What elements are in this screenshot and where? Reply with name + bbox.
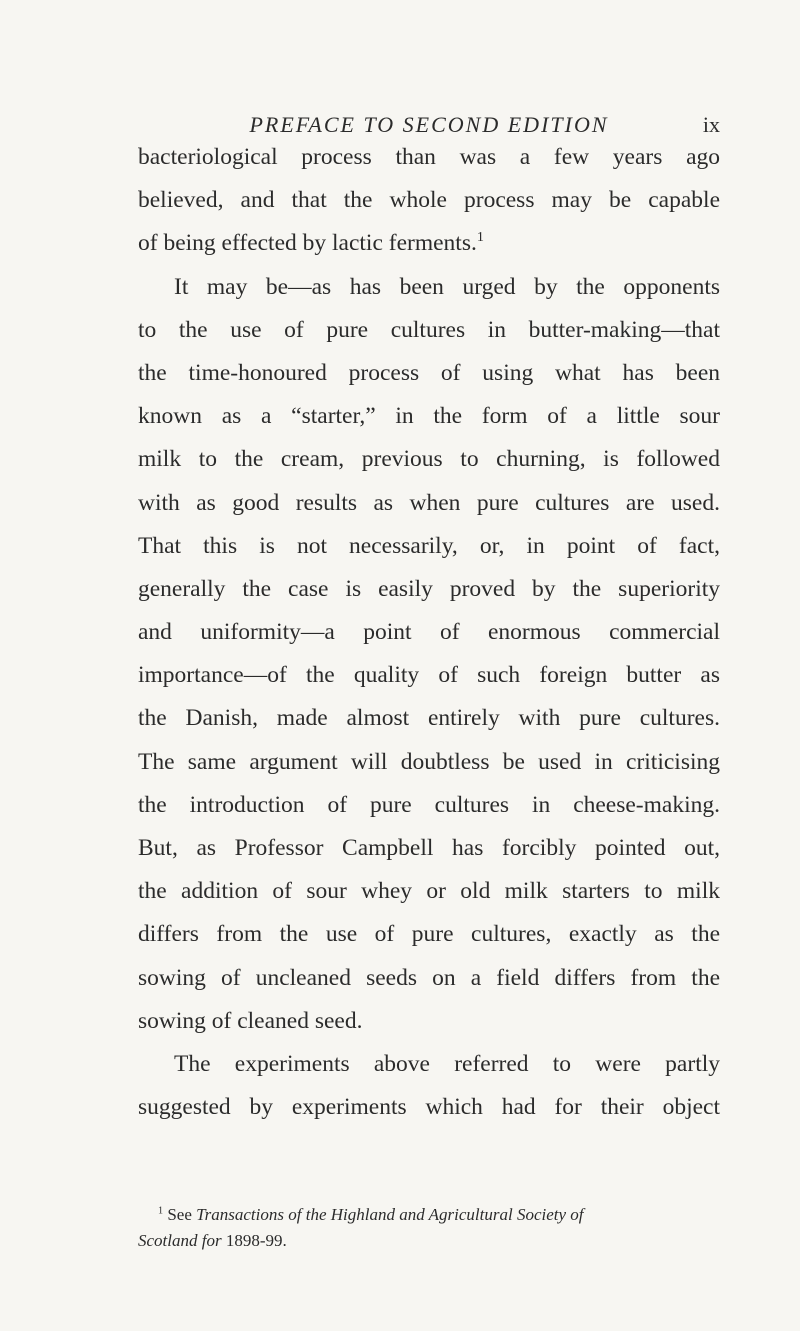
footnote-reference: 1	[476, 229, 484, 246]
text-line: milk to the cream, previous to churning, is followed	[138, 446, 720, 473]
footnote-line	[138, 1228, 720, 1254]
text-line: That this is not necessarily, or, in point of fact,	[138, 532, 720, 559]
footnote-title-continued: Scotland for	[138, 1231, 222, 1250]
text-line: the time-honoured process of using what has been	[138, 359, 720, 386]
page-number: ix	[702, 112, 720, 137]
text-line: and uniformity—a point of enormous commercial	[138, 619, 720, 646]
paragraph-start-line: It may be—as has been urged by the opponents	[174, 273, 720, 300]
text-line: differs from the use of pure cultures, exactly as the	[138, 921, 720, 948]
footnote-years: 1898-99.	[225, 1231, 287, 1250]
text-line: the introduction of pure cultures in cheese-making.	[138, 791, 720, 818]
text-line: bacteriological process than was a few years ago	[138, 144, 720, 170]
text-line: importance—of the quality of such foreign butter as	[138, 662, 720, 689]
text-line: the Danish, made almost entirely with pure cultures.	[138, 705, 720, 732]
text-line: suggested by experiments which had for their object	[138, 1094, 720, 1121]
running-title: PREFACE TO SECOND EDITION	[249, 112, 609, 137]
text-line	[138, 222, 720, 265]
text-line: generally the case is easily proved by the superiority	[138, 575, 720, 602]
footnote-title: Transactions of the Highland and Agricultural Society of	[196, 1205, 584, 1224]
paragraph-start-line: The experiments above referred to were partly	[174, 1050, 720, 1077]
text-line: the addition of sour whey or old milk starters to milk	[138, 878, 720, 905]
text-line: with as good results as when pure cultures are used.	[138, 489, 720, 516]
text-line: believed, and that the whole process may be capable	[138, 187, 720, 214]
text-line: But, as Professor Campbell has forcibly pointed out,	[138, 835, 720, 861]
text-line: The same argument will doubtless be used in criticising	[138, 748, 720, 775]
text-line: sowing of cleaned seed.	[138, 1007, 363, 1034]
footnote	[138, 1202, 720, 1254]
text-line: sowing of uncleaned seeds on a field differs from the	[138, 964, 720, 991]
text-line: known as a “starter,” in the form of a little sour	[138, 403, 720, 430]
text-line-content: of being effected by lactic ferments.	[138, 230, 477, 257]
footnote-marker: 1	[158, 1205, 164, 1217]
text-line: to the use of pure cultures in butter-making—that	[138, 316, 720, 343]
body-text	[138, 136, 720, 1129]
footnote-line	[138, 1202, 720, 1228]
footnote-see: See	[167, 1205, 192, 1224]
